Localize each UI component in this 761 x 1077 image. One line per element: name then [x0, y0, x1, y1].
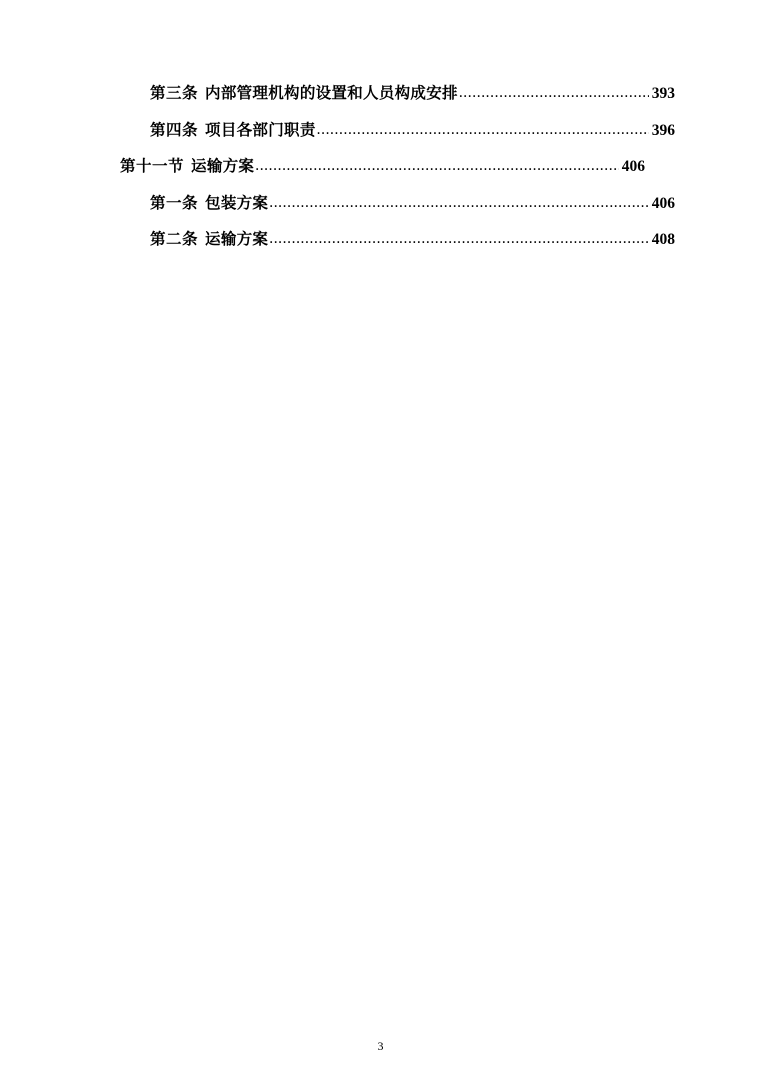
toc-leader-dots	[459, 85, 649, 101]
toc-leader-dots	[269, 231, 649, 247]
toc-entry-page: 393	[651, 85, 675, 102]
toc-entry-page: 408	[651, 231, 675, 248]
toc-entry-page: 396	[651, 121, 675, 139]
table-of-contents	[120, 85, 675, 269]
toc-entry-label: 第十一节	[120, 158, 185, 175]
toc-entry-title: 运输方案	[191, 158, 255, 175]
toc-entry-label: 第二条	[150, 231, 199, 248]
toc-entry-page: 406	[621, 158, 645, 175]
toc-entry-label: 第四条	[150, 121, 199, 139]
toc-leader-dots	[255, 158, 619, 174]
toc-entry-title: 项目各部门职责	[205, 121, 316, 139]
toc-entry-title: 内部管理机构的设置和人员构成安排	[205, 85, 458, 102]
toc-leader-dots	[317, 122, 649, 138]
toc-entry-title: 包装方案	[205, 194, 269, 212]
toc-entry[interactable]	[120, 196, 675, 212]
toc-entry[interactable]	[120, 123, 675, 139]
toc-entry-label: 第三条	[150, 85, 199, 102]
toc-entry[interactable]	[120, 86, 675, 102]
page-number: 3	[377, 1039, 384, 1053]
toc-entry[interactable]	[120, 159, 645, 175]
toc-entry[interactable]	[120, 232, 675, 248]
toc-entry-page: 406	[651, 194, 675, 212]
toc-entry-title: 运输方案	[205, 231, 269, 248]
toc-leader-dots	[269, 195, 649, 211]
toc-entry-label: 第一条	[150, 194, 199, 212]
